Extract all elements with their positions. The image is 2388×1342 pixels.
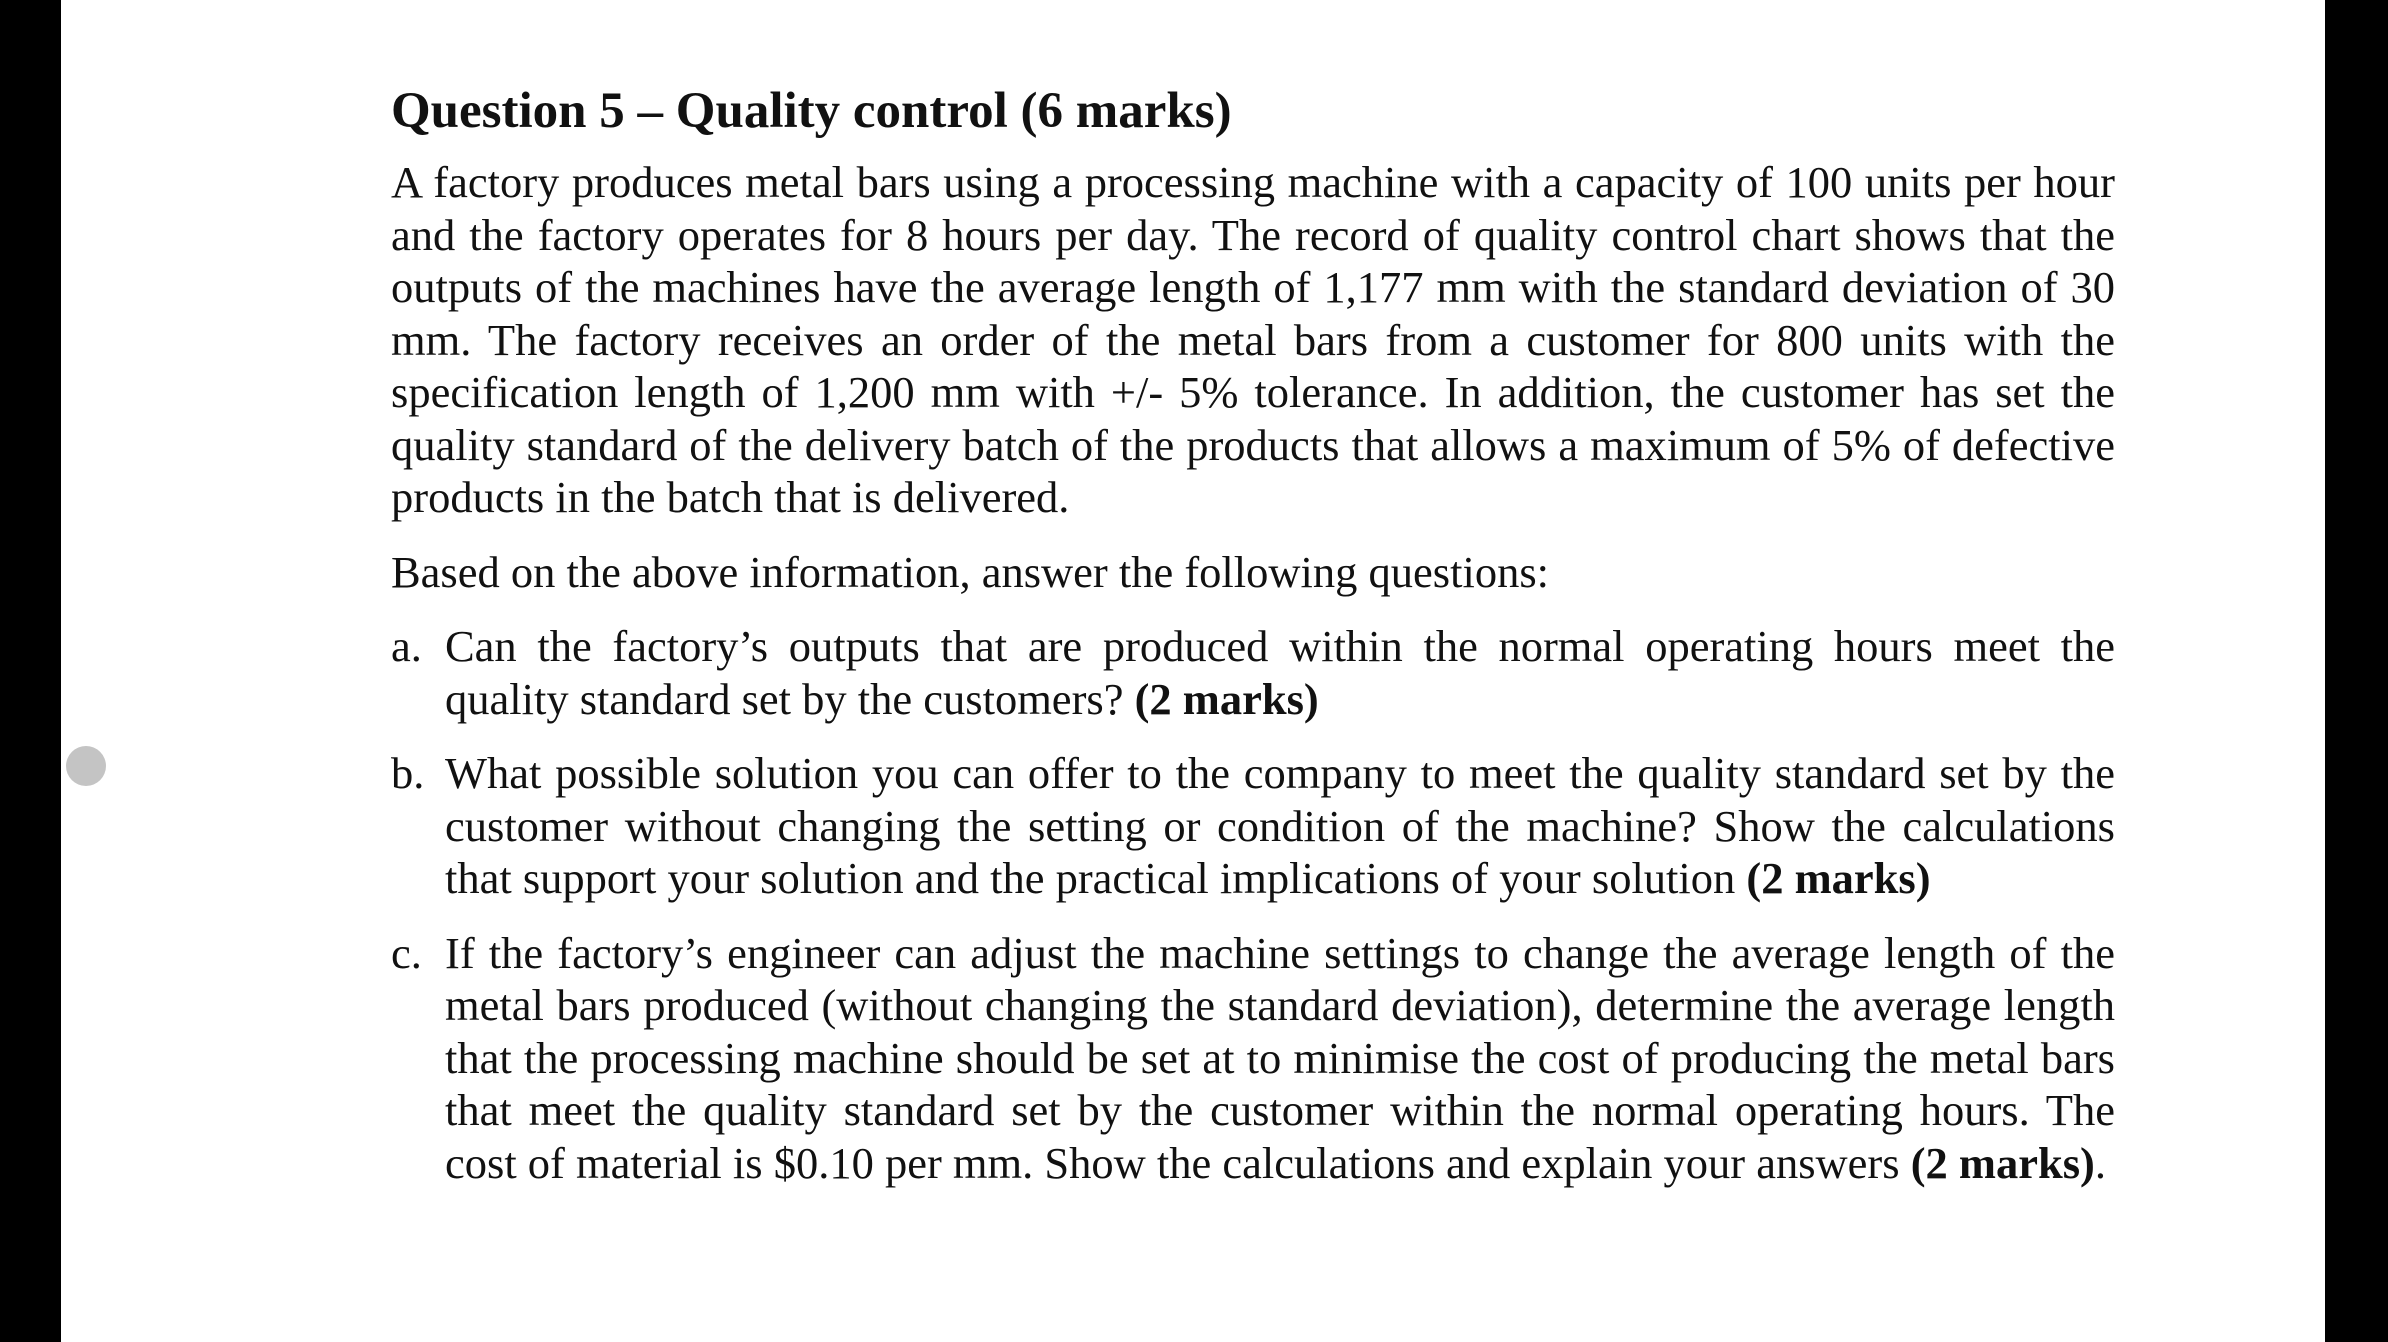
question-intro: Based on the above information, answer the following questions:	[391, 546, 1549, 597]
sub-question-text: What possible solution you can offer to the company to meet the quality standard set by the customer without changing the setting or condition of the machine? Show the calculations that support your solution and the practical implications of your solution (2 marks)	[445, 748, 2115, 903]
question-block	[391, 72, 2115, 1189]
document-page	[61, 0, 2325, 1342]
marks-label: (2 marks)	[1134, 673, 1319, 724]
sub-question-b	[391, 747, 2115, 905]
sub-question-letter: a.	[391, 621, 422, 671]
sub-question-text: If the factory’s engineer can adjust the machine settings to change the average length of the metal bars produced (without changing the standard deviation), determine the average length that the processing machine should be set at to minimise the cost of producing the metal bars that meet the quality standard set by the customer within the normal operating hours. The cost of material is $0.10 per mm. Show the calculations and explain your answers (2 marks).	[445, 927, 2115, 1188]
sub-question-text: Can the factory’s outputs that are produced within the normal operating hours meet the quality standard set by the customers? (2 marks)	[445, 621, 2115, 724]
sub-question-letter: c.	[391, 927, 422, 978]
marks-label: (2 marks)	[1746, 853, 1931, 903]
sub-question-c	[391, 927, 2115, 1190]
sub-question-letter: b.	[391, 748, 425, 798]
sub-question-a	[391, 620, 2115, 725]
scroll-handle[interactable]	[66, 746, 106, 786]
question-title: Question 5 – Quality control (6 marks)	[391, 83, 1232, 139]
question-paragraph: A factory produces metal bars using a processing machine with a capacity of 100 units per hour and the factory operates for 8 hours per day. The record of quality control chart shows that the outputs of the machines have the average length of 1,177 mm with the standard deviation of 30 mm. The factory receives an order of the metal bars from a customer for 800 units with the specification length of 1,200 mm with +/- 5% tolerance. In addition, the customer has set the quality standard of the delivery batch of the products that allows a maximum of 5% of defective products in the batch that is delivered.	[391, 157, 2115, 522]
marks-label: (2 marks)	[1910, 1137, 2095, 1188]
